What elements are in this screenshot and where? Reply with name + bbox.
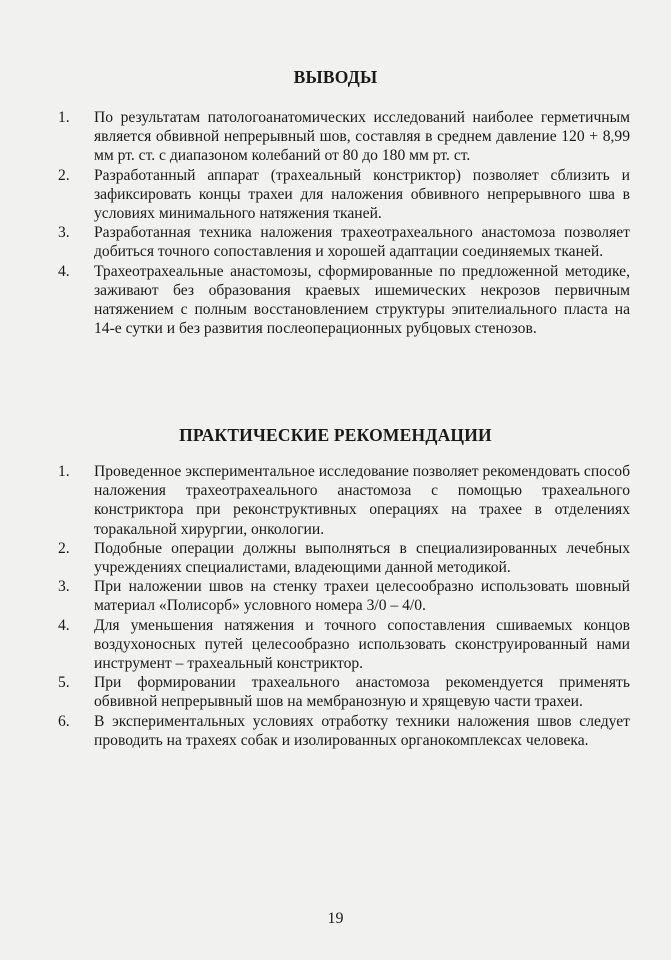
- recommendation-item: [58, 462, 630, 539]
- item-number: 3.: [58, 578, 70, 596]
- page-number: 19: [327, 910, 344, 927]
- conclusions-list: [58, 108, 630, 338]
- item-text: Разработанная техника наложения трахеотрахеального анастомоза позволяет добиться точного сопоставления и хорошей адаптации соединяемых тканей.: [94, 224, 630, 261]
- item-number: 3.: [58, 224, 70, 242]
- item-text: Разработанный аппарат (трахеальный констриктор) позволяет сблизить и зафиксировать концы трахеи для наложения обвивного непрерывного шва в условиях минимального натяжения тканей.: [94, 166, 630, 223]
- item-number: 1.: [58, 109, 70, 126]
- recommendation-item: [58, 673, 630, 711]
- item-text: В экспериментальных условиях отработку техники наложения швов следует проводить на трахеях собак и изолированных органокомплексах человека.: [94, 712, 630, 749]
- item-text: Для уменьшения натяжения и точного сопоставления сшиваемых концов воздухоносных путей целесообразно использовать сконструированный нами инструмент – трахеальный констриктор.: [94, 616, 630, 673]
- item-text: При наложении швов на стенку трахеи целесообразно использовать шовный материал «Полисорб» условного номера 3/0 – 4/0.: [94, 578, 630, 615]
- item-text: Трахеотрахеальные анастомозы, сформированные по предложенной методике, заживают без образования краевых ишемических некрозов первичным натяжением с полным восстановлением структуры эпителиального пласта на 14-е сутки и без развития послеоперационных рубцовых стенозов.: [94, 262, 630, 338]
- recommendation-item: [58, 712, 630, 750]
- conclusions-heading: ВЫВОДЫ: [293, 67, 378, 87]
- item-number: 4.: [58, 262, 70, 280]
- item-number: 2.: [58, 539, 70, 557]
- item-text: По результатам патологоанатомических исследований наиболее герметичным является обвивной непрерывный шов, составляя в среднем давление 120 + 8,99 мм рт. ст. с диапазоном колебаний от 80 до 180 мм рт. ст.: [94, 109, 630, 165]
- conclusion-item: [58, 166, 630, 224]
- recommendation-item: [58, 616, 630, 674]
- recommendations-heading: ПРАКТИЧЕСКИЕ РЕКОМЕНДАЦИИ: [179, 425, 492, 445]
- item-number: 4.: [58, 616, 70, 634]
- recommendations-list: [58, 462, 630, 750]
- item-number: 1.: [58, 463, 70, 480]
- conclusion-item: [58, 262, 630, 339]
- item-text: Подобные операции должны выполняться в специализированных лечебных учреждениях специалистами, владеющими данной методикой.: [94, 539, 630, 577]
- recommendation-item: [58, 539, 630, 577]
- conclusion-item: [58, 108, 630, 166]
- conclusion-item: [58, 223, 630, 261]
- item-number: 2.: [58, 166, 70, 184]
- item-number: 5.: [58, 674, 70, 692]
- item-number: 6.: [58, 712, 70, 730]
- item-text: Проведенное экспериментальное исследование позволяет рекомендовать способ наложения трахеотрахеального анастомоза с помощью трахеального констриктора при реконструктивных операциях на трахее в отделениях торакальной хирургии, онкологии.: [94, 463, 630, 538]
- recommendation-item: [58, 577, 630, 615]
- item-text: При формировании трахеального анастомоза рекомендуется применять обвивной непрерывный шов на мембранозную и хрящевую части трахеи.: [94, 674, 630, 711]
